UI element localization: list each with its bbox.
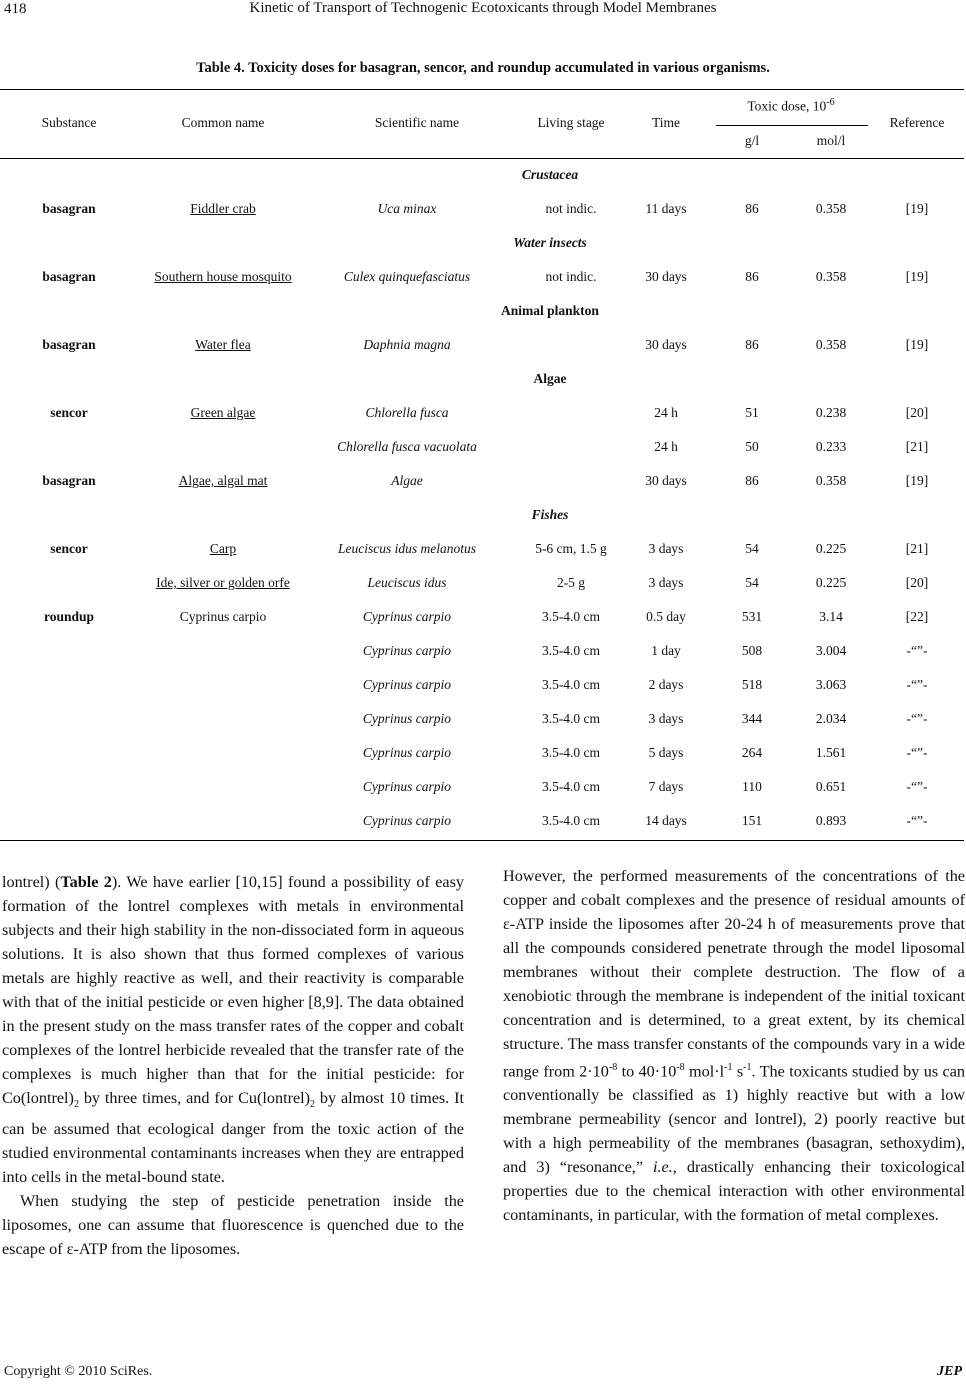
cell-reference: -“”- bbox=[906, 643, 928, 658]
cell-scientific-name: Algae bbox=[391, 473, 423, 488]
table-group-heading: Water insects bbox=[513, 235, 587, 250]
col-header-substance: Substance bbox=[41, 115, 97, 130]
cell-time: 1 day bbox=[651, 643, 681, 658]
table-group-heading: Animal plankton bbox=[501, 303, 599, 318]
cell-living-stage bbox=[506, 430, 636, 464]
cell-time: 3 days bbox=[648, 711, 684, 726]
cell-substance bbox=[0, 804, 138, 838]
table-row bbox=[0, 702, 964, 736]
table-bottom-rule bbox=[0, 840, 964, 841]
cell-living-stage: 3.5-4.0 cm bbox=[541, 779, 601, 794]
cell-scientific-name: Cyprinus carpio bbox=[362, 711, 452, 726]
cell-substance: basagran bbox=[42, 337, 96, 352]
cell-time: 7 days bbox=[648, 779, 684, 794]
table-group-heading: Crustacea bbox=[521, 167, 579, 182]
cell-scientific-name: Cyprinus carpio bbox=[362, 609, 452, 624]
cell-scientific-name: Cyprinus carpio bbox=[362, 677, 452, 692]
cell-time: 2 days bbox=[648, 677, 684, 692]
table-row bbox=[0, 464, 964, 498]
cell-substance bbox=[0, 736, 138, 770]
cell-scientific-name: Culex quinquefasciatus bbox=[343, 269, 471, 284]
cell-dose-gl: 518 bbox=[741, 677, 763, 692]
cell-dose-gl: 86 bbox=[745, 269, 759, 284]
table-row bbox=[0, 430, 964, 464]
cell-common-name[interactable]: Green algae bbox=[190, 405, 256, 420]
cell-dose-moll: 3.063 bbox=[815, 677, 847, 692]
cell-reference: [22] bbox=[905, 609, 929, 624]
cell-substance: basagran bbox=[42, 269, 96, 284]
cell-common-name bbox=[138, 668, 308, 702]
cell-common-name: Cyprinus carpio bbox=[179, 609, 267, 624]
cell-reference: -“”- bbox=[906, 677, 928, 692]
cell-dose-gl: 344 bbox=[741, 711, 763, 726]
cell-common-name[interactable]: Algae, algal mat bbox=[178, 473, 268, 488]
cell-scientific-name: Cyprinus carpio bbox=[362, 745, 452, 760]
cell-dose-gl: 54 bbox=[745, 541, 759, 556]
cell-dose-gl: 86 bbox=[745, 473, 759, 488]
table-row bbox=[0, 566, 964, 600]
cell-scientific-name: Cyprinus carpio bbox=[362, 813, 452, 828]
cell-scientific-name: Leuciscus idus melanotus bbox=[338, 541, 476, 556]
table-row bbox=[0, 532, 964, 566]
cell-substance bbox=[0, 566, 138, 600]
cell-dose-moll: 0.233 bbox=[815, 439, 847, 454]
cell-living-stage: 5-6 cm, 1.5 g bbox=[535, 541, 607, 556]
cell-living-stage: 3.5-4.0 cm bbox=[541, 813, 601, 828]
cell-dose-moll: 0.225 bbox=[815, 575, 847, 590]
col-header-gl: g/l bbox=[744, 133, 760, 148]
toxic-dose-rule bbox=[716, 125, 868, 126]
cell-common-name bbox=[138, 770, 308, 804]
table-row bbox=[0, 668, 964, 702]
table-row bbox=[0, 260, 964, 294]
cell-living-stage: not indic. bbox=[545, 269, 597, 284]
table-row bbox=[0, 192, 964, 226]
cell-reference: [19] bbox=[905, 473, 929, 488]
cell-reference: [19] bbox=[905, 269, 929, 284]
cell-common-name bbox=[138, 430, 308, 464]
cell-time: 3 days bbox=[648, 575, 684, 590]
cell-common-name[interactable]: Ide, silver or golden orfe bbox=[156, 575, 290, 590]
cell-dose-moll: 0.893 bbox=[815, 813, 847, 828]
cell-dose-moll: 0.358 bbox=[815, 201, 847, 216]
col-header-reference: Reference bbox=[889, 115, 945, 130]
left-paragraph-1: lontrel) (Table 2). We have earlier [10,15] found a possibility of easy formation of the lontrel complexes with metals in environmental subjects and their high stability in the non-dissociated form in aqueous solutions. It is also shown that thus formed complexes of various metals are highly reactive as well, and their reactivity is comparable with that of the initial pesticide or even higher [8,9]. The data obtained in the present study on the mass transfer rates of the copper and cobalt complexes of the lontrel herbicide revealed that the transfer rate of the complexes is much higher than that for the initial pesticide: for $Co(lontrel)_2$ by three times, and for $Cu(lontrel)_2$ by almost 10 times. It can be assumed that ecological danger from the toxic action of the studied environmental contaminants increases when they are entrapped into cells in the metal-bound state. bbox=[2, 873, 464, 1187]
cell-dose-moll: 0.358 bbox=[815, 473, 847, 488]
cell-substance: sencor bbox=[50, 405, 88, 420]
cell-dose-gl: 51 bbox=[745, 405, 759, 420]
cell-common-name[interactable]: Carp bbox=[209, 541, 237, 556]
cell-reference: [19] bbox=[905, 337, 929, 352]
cell-reference: [21] bbox=[905, 439, 929, 454]
cell-substance bbox=[0, 702, 138, 736]
cell-dose-moll: 1.561 bbox=[815, 745, 847, 760]
cell-dose-moll: 0.651 bbox=[815, 779, 847, 794]
table-row bbox=[0, 804, 964, 838]
cell-common-name[interactable]: Southern house mosquito bbox=[154, 269, 292, 284]
cell-living-stage: 2-5 g bbox=[556, 575, 586, 590]
col-header-toxic-dose: Toxic dose, $10^{-6}$ bbox=[747, 97, 835, 114]
cell-living-stage bbox=[506, 328, 636, 362]
table-caption: Table 4. Toxicity doses for basagran, sencor, and roundup accumulated in various organisms. bbox=[196, 60, 770, 76]
page-number: 418 bbox=[4, 1, 27, 17]
table-row bbox=[0, 736, 964, 770]
table-group-heading: Fishes bbox=[531, 507, 569, 522]
cell-dose-moll: 0.358 bbox=[815, 269, 847, 284]
cell-common-name[interactable]: Water flea bbox=[195, 337, 251, 352]
col-header-time: Time bbox=[651, 115, 680, 130]
cell-dose-gl: 508 bbox=[741, 643, 763, 658]
cell-reference: -“”- bbox=[906, 745, 928, 760]
body-right-column bbox=[503, 864, 965, 1227]
cell-dose-gl: 151 bbox=[741, 813, 763, 828]
cell-scientific-name: Cyprinus carpio bbox=[362, 779, 452, 794]
right-paragraph: However, the performed measurements of the concentrations of the copper and cobalt complexes and the presence of residual amounts of ε-ATP inside the liposomes after 20-24 h of measurements prove that all the compounds considered penetrate through the model liposomal membranes without their complete destruction. The flow of a xenobiotic through the membrane is independent of the initial toxicant concentration and is determined, to a great extent, by its chemical structure. The mass transfer constants of the compounds vary in a wide range from $2\cdot 10^{-8}$ to $40\cdot 10^{-8}$ $mol\cdot l^{-1}$ $s^{-1}$. The toxicants studied by us can conventionally be classified as 1) highly reactive but with a low membrane permeability (sencor and lontrel), 2) poorly reactive but with a high permeability of the membranes (basagran, sethoxydim), and 3) “resonance,” i.e., drastically enhancing their toxicological properties due to the chemical interaction with other environmental contaminants, in particular, with the formation of metal complexes. bbox=[503, 867, 965, 1225]
cell-scientific-name: Uca minax bbox=[377, 201, 437, 216]
cell-dose-moll: 3.14 bbox=[819, 609, 843, 624]
cell-living-stage: not indic. bbox=[545, 201, 597, 216]
cell-common-name bbox=[138, 804, 308, 838]
cell-reference: -“”- bbox=[906, 779, 928, 794]
cell-common-name bbox=[138, 634, 308, 668]
cell-time: 24 h bbox=[654, 439, 678, 454]
cell-reference: -“”- bbox=[906, 813, 928, 828]
table-row bbox=[0, 600, 964, 634]
cell-living-stage bbox=[506, 464, 636, 498]
cell-time: 5 days bbox=[648, 745, 684, 760]
cell-reference: [21] bbox=[905, 541, 929, 556]
body-left-column bbox=[2, 870, 464, 1261]
cell-living-stage: 3.5-4.0 cm bbox=[541, 745, 601, 760]
cell-scientific-name: Chlorella fusca bbox=[365, 405, 449, 420]
table-top-rule bbox=[0, 89, 964, 90]
cell-time: 30 days bbox=[645, 473, 687, 488]
page-header bbox=[0, 0, 966, 22]
cell-common-name[interactable]: Fiddler crab bbox=[190, 201, 256, 216]
cell-dose-gl: 50 bbox=[745, 439, 759, 454]
cell-substance: roundup bbox=[43, 609, 95, 624]
cell-living-stage: 3.5-4.0 cm bbox=[541, 609, 601, 624]
cell-time: 24 h bbox=[654, 405, 678, 420]
cell-reference: [20] bbox=[905, 575, 929, 590]
cell-reference: [19] bbox=[905, 201, 929, 216]
cell-scientific-name: Daphnia magna bbox=[363, 337, 451, 352]
cell-dose-gl: 54 bbox=[745, 575, 759, 590]
table-row bbox=[0, 328, 964, 362]
col-header-moll: mol/l bbox=[816, 133, 846, 148]
cell-reference: -“”- bbox=[906, 711, 928, 726]
running-title: Kinetic of Transport of Technogenic Ecotoxicants through Model Membranes bbox=[249, 0, 717, 16]
cell-reference: [20] bbox=[905, 405, 929, 420]
cell-substance bbox=[0, 668, 138, 702]
table-group-heading: Algae bbox=[533, 371, 567, 386]
footer-journal: JEP bbox=[937, 1364, 962, 1379]
table-row bbox=[0, 396, 964, 430]
col-header-common-name: Common name bbox=[181, 115, 265, 130]
cell-substance: basagran bbox=[42, 201, 96, 216]
cell-dose-moll: 2.034 bbox=[815, 711, 847, 726]
cell-scientific-name: Cyprinus carpio bbox=[362, 643, 452, 658]
cell-dose-moll: 3.004 bbox=[815, 643, 847, 658]
cell-dose-gl: 110 bbox=[742, 779, 762, 794]
cell-time: 0.5 day bbox=[646, 609, 686, 624]
cell-substance bbox=[0, 430, 138, 464]
cell-substance: basagran bbox=[42, 473, 96, 488]
cell-substance bbox=[0, 634, 138, 668]
cell-time: 11 days bbox=[645, 201, 687, 216]
cell-dose-moll: 0.238 bbox=[815, 405, 847, 420]
cell-living-stage bbox=[506, 396, 636, 430]
cell-substance bbox=[0, 770, 138, 804]
footer-copyright: Copyright © 2010 SciRes. bbox=[4, 1364, 153, 1379]
cell-substance: sencor bbox=[50, 541, 88, 556]
cell-dose-gl: 531 bbox=[741, 609, 763, 624]
cell-scientific-name: Chlorella fusca vacuolata bbox=[337, 439, 477, 454]
cell-scientific-name: Leuciscus idus bbox=[367, 575, 447, 590]
table-row bbox=[0, 770, 964, 804]
cell-time: 3 days bbox=[648, 541, 684, 556]
cell-dose-gl: 86 bbox=[745, 201, 759, 216]
col-header-scientific-name: Scientific name bbox=[374, 115, 460, 130]
cell-living-stage: 3.5-4.0 cm bbox=[541, 711, 601, 726]
cell-living-stage: 3.5-4.0 cm bbox=[541, 643, 601, 658]
cell-dose-moll: 0.358 bbox=[815, 337, 847, 352]
cell-common-name bbox=[138, 736, 308, 770]
left-paragraph-2: When studying the step of pesticide penetration inside the liposomes, one can assume that fluorescence is quenched due to the escape of ε-ATP from the liposomes. bbox=[2, 1192, 464, 1259]
cell-time: 30 days bbox=[645, 269, 687, 284]
cell-living-stage: 3.5-4.0 cm bbox=[541, 677, 601, 692]
cell-time: 14 days bbox=[645, 813, 687, 828]
cell-dose-moll: 0.225 bbox=[815, 541, 847, 556]
cell-dose-gl: 264 bbox=[741, 745, 763, 760]
cell-dose-gl: 86 bbox=[745, 337, 759, 352]
table-row bbox=[0, 634, 964, 668]
col-header-living-stage: Living stage bbox=[537, 115, 605, 130]
cell-common-name bbox=[138, 702, 308, 736]
cell-time: 30 days bbox=[645, 337, 687, 352]
